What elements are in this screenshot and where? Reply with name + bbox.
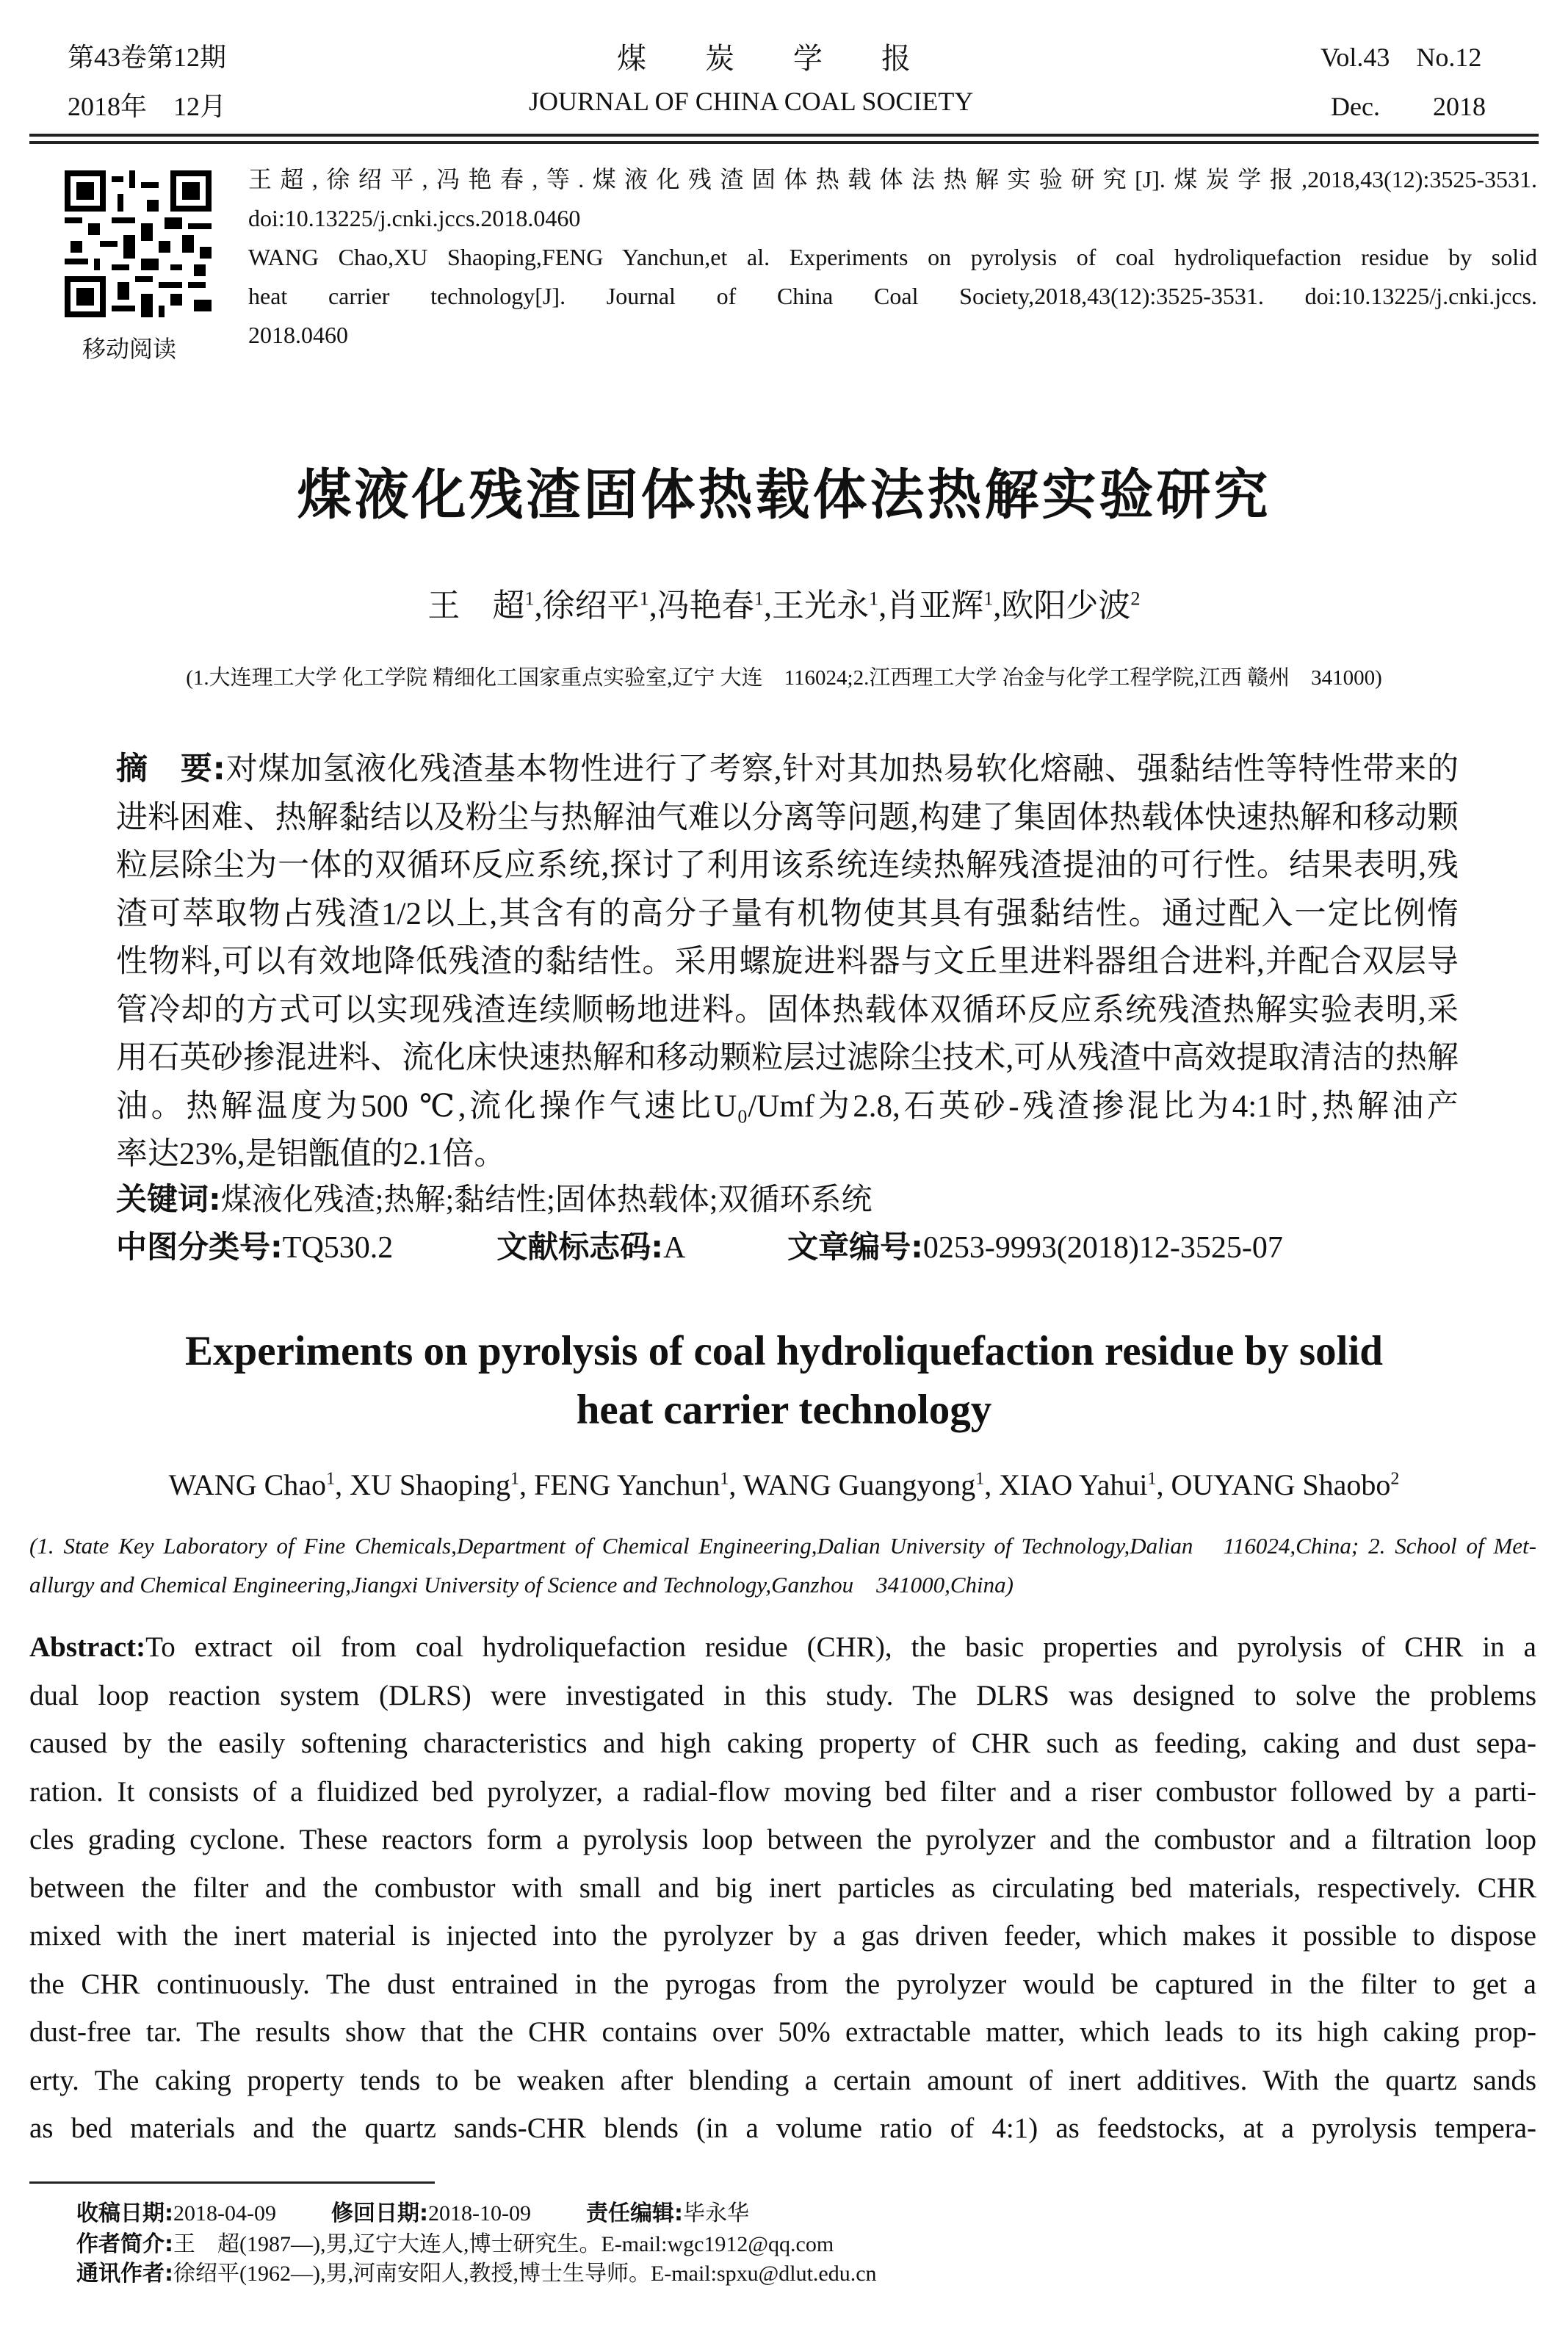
author-name: XIAO Yahui (999, 1468, 1148, 1501)
editor-label: 责任编辑: (585, 2201, 683, 2226)
abstract-en-line: ration. It consists of a fluidized bed pyrolyzer, a radial-flow moving bed filter and a riser combustor followed by a parti- (29, 1775, 1536, 1808)
clc-label: 中图分类号: (116, 1229, 283, 1265)
abstract-cn-line (116, 746, 1459, 794)
abstract-en-line: as bed materials and the quartz sands-CHR blends (in a volume ratio of 4:1) as feedstocks, at a pyrolysis tempera- (29, 2112, 1536, 2144)
author-name: XU Shaoping (350, 1468, 510, 1501)
abstract-en-line: dust-free tar. The results show that the CHR contains over 50% extractable matter, which leads to its high caking prop- (29, 2016, 1536, 2048)
citation-block (248, 160, 1537, 355)
corresponding-text: 徐绍平(1962—),男,河南安阳人,教授,博士生导师。E-mail:spxu@dlut.edu.cn (173, 2262, 877, 2286)
author-name: 徐绍平 (542, 588, 640, 624)
received-label: 收稿日期: (76, 2201, 173, 2226)
author-affiliation-mark: 1 (975, 1469, 985, 1489)
affiliation-en-line: (1. State Key Laboratory of Fine Chemicals,Department of Chemical Engineering,Dalian University of Technology,Dalian 116024,China; 2. School of Met- (29, 1533, 1536, 1559)
editor-name: 毕永华 (682, 2201, 749, 2226)
abstract-cn-line: 管冷却的方式可以实现残渣连续顺畅地进料。固体热载体双循环反应系统残渣热解实验表明,采 (116, 992, 1459, 1028)
author-name: OUYANG Shaobo (1171, 1468, 1391, 1501)
affiliation-en-line: allurgy and Chemical Engineering,Jiangxi University of Science and Technology,Ganzhou 341000,China) (29, 1572, 1014, 1598)
abstract-en-text: To extract oil from coal hydroliquefaction residue (CHR), the basic properties and pyrolysis of CHR in a (145, 1631, 1536, 1663)
author-name: FENG Yanchun (533, 1468, 720, 1501)
keywords-value: 煤液化残渣;热解;黏结性;固体热载体;双循环系统 (220, 1183, 872, 1217)
abstract-cn-line: 率达23%,是铝甑值的2.1倍。 (116, 1137, 506, 1172)
abstract-en-line: erty. The caking property tends to be weaken after blending a certain amount of inert additives. With the quartz sands (29, 2064, 1536, 2096)
author-name: WANG Guangyong (743, 1468, 976, 1501)
author-name: 王光永 (772, 588, 869, 624)
keywords-cn (116, 1175, 872, 1219)
doc-code-value: A (663, 1231, 684, 1265)
volume-number: Vol.43 No.12 (1320, 43, 1482, 72)
classification (116, 1223, 1283, 1267)
abstract-cn (116, 746, 1459, 1179)
title-en-line: Experiments on pyrolysis of coal hydroliquefaction residue by solid (184, 1328, 1383, 1374)
author-affiliation-mark: 1 (754, 587, 764, 610)
journal-name-en: JOURNAL OF CHINA COAL SOCIETY (529, 87, 974, 116)
abstract-en-label: Abstract: (29, 1631, 146, 1663)
abstract-cn-line: 进料困难、热解黏结以及粉尘与热解油气难以分离等问题,构建了集固体热载体快速热解和移动颗 (116, 800, 1459, 835)
bio-text: 王 超(1987—),男,辽宁大连人,博士研究生。E-mail:wgc1912@qq.com (173, 2232, 834, 2256)
clc-value: TQ530.2 (282, 1231, 394, 1265)
issue-date: 2018年 12月 (68, 92, 227, 121)
author-name: 冯艳春 (657, 588, 754, 624)
abstract-en-line: caused by the easily softening characteristics and high caking property of CHR such as feeding, caking and dust sepa- (29, 1728, 1536, 1759)
received-date: 2018-04-09 (173, 2201, 276, 2226)
author-affiliation-mark: 1 (326, 1469, 336, 1489)
abstract-en-line: between the filter and the combustor with small and big inert particles as circulating bed materials, respectively. CHR (29, 1872, 1536, 1904)
authors-en: WANG Chao$^1$, XU Shaoping$^1$, FENG Yanchun$^1$, WANG Guangyong$^1$, XIAO Yahui$^1$, OUYANG Shaobo$^2$ (168, 1468, 1400, 1501)
author-affiliation-mark: 1 (524, 587, 535, 610)
abstract-en-line: dual loop reaction system (DLRS) were investigated in this study. The DLRS was designed to solve the problems (29, 1679, 1536, 1711)
citation-line: 2018.0460 (248, 322, 348, 348)
qr-code-icon[interactable] (65, 170, 212, 317)
affiliation-cn: (1.大连理工大学 化工学院 精细化工国家重点实验室,辽宁 大连 116024;2.江西理工大学 冶金与化学工程学院,江西 赣州 341000) (186, 666, 1382, 690)
citation-line: doi:10.13225/j.cnki.jccs.2018.0460 (248, 205, 581, 231)
doc-code-label: 文献标志码: (496, 1229, 664, 1265)
abstract-en-line: cles grading cyclone. These reactors form a pyrolysis loop between the pyrolyzer and the combustor and a filtration loop (29, 1824, 1536, 1855)
qr-caption: 移动阅读 (82, 336, 177, 362)
abstract-cn-text: 对煤加氢液化残渣基本物性进行了考察,针对其加热易软化熔融、强黏结性等特性带来的 (225, 752, 1459, 787)
author-affiliation-mark: 1 (983, 587, 994, 610)
abstract-cn-line: 渣可萃取物占残渣1/2以上,其含有的高分子量有机物使其具有强黏结性。通过配入一定比例惰 (116, 896, 1459, 931)
author-name: 王 超 (427, 588, 525, 624)
abstract-en (29, 1623, 1536, 2153)
page-title-cn: 煤液化残渣固体热载体法热解实验研究 (297, 463, 1271, 527)
authors-cn: 王 超$^1$,徐绍平$^1$,冯艳春$^1$,王光永$^1$,肖亚辉$^1$,欧阳少波$^2$ (427, 587, 1141, 624)
affiliation-en (29, 1526, 1536, 1604)
author-affiliation-mark: 1 (1147, 1469, 1157, 1489)
journal-name-cn: 煤 炭 学 报 (617, 42, 911, 75)
corresponding-label: 通讯作者: (76, 2261, 173, 2287)
keywords-label: 关键词: (116, 1181, 221, 1217)
title-en-line: heat carrier technology (576, 1387, 992, 1433)
abstract-cn-line: 粒层除尘为一体的双循环反应系统,探讨了利用该系统连续热解残渣提油的可行性。结果表明,残 (116, 848, 1459, 883)
footnote-dates (76, 2195, 749, 2227)
header-rule-top (29, 134, 1539, 137)
footnote-corresponding (76, 2255, 877, 2287)
citation-line: heat carrier technology[J]. Journal of China Coal Society,2018,43(12):3525-3531. doi:10.13225/j.cnki.jccs. (248, 283, 1537, 309)
page-title-en (0, 1322, 1568, 1440)
bio-label: 作者简介: (76, 2231, 173, 2257)
footnote-bio (76, 2226, 834, 2258)
author-affiliation-mark: 1 (869, 587, 879, 610)
abstract-cn-line: 性物料,可以有效地降低残渣的黏结性。采用螺旋进料器与文丘里进料器组合进料,并配合双层导 (116, 945, 1459, 979)
footnote-rule (29, 2181, 435, 2184)
author-affiliation-mark: 1 (639, 587, 649, 610)
citation-line: 王超,徐绍平,冯艳春,等.煤液化残渣固体热载体法热解实验研究[J].煤炭学报,2018,43(12):3525-3531. (248, 166, 1537, 192)
article-number-value: 0253-9993(2018)12-3525-07 (922, 1231, 1283, 1265)
citation-line: WANG Chao,XU Shaoping,FENG Yanchun,et al. Experiments on pyrolysis of coal hydroliquefaction residue by solid (248, 244, 1537, 270)
article-number-label: 文章编号: (787, 1229, 923, 1265)
abstract-cn-label: 摘 要: (116, 751, 225, 787)
author-name: WANG Chao (168, 1468, 327, 1501)
abstract-cn-line: 油。热解温度为500 ℃,流化操作气速比U₀/Umf为2.8,石英砂-残渣掺混比为4:1时,热解油产 (116, 1089, 1459, 1124)
issue-date-en: Dec. 2018 (1331, 92, 1486, 121)
author-affiliation-mark: 1 (510, 1469, 519, 1489)
issue-number: 第43卷第12期 (68, 43, 227, 72)
author-affiliation-mark: 1 (720, 1469, 729, 1489)
author-name: 肖亚辉 (886, 588, 984, 624)
revised-date: 2018-10-09 (427, 2201, 531, 2226)
author-affiliation-mark: 2 (1390, 1469, 1400, 1489)
author-name: 欧阳少波 (1001, 588, 1131, 624)
abstract-cn-line: 用石英砂掺混进料、流化床快速热解和移动颗粒层过滤除尘技术,可从残渣中高效提取清洁的热解 (116, 1041, 1459, 1075)
abstract-en-line: the CHR continuously. The dust entrained in the pyrogas from the pyrolyzer would be captured in the filter to get a (29, 1968, 1536, 2000)
revised-label: 修回日期: (330, 2201, 428, 2226)
abstract-en-line (29, 1623, 1536, 1672)
header-rule-bottom (29, 141, 1539, 144)
abstract-en-line: mixed with the inert material is injected into the pyrolyzer by a gas driven feeder, which makes it possible to dispose (29, 1920, 1536, 1952)
author-affiliation-mark: 2 (1130, 587, 1141, 610)
